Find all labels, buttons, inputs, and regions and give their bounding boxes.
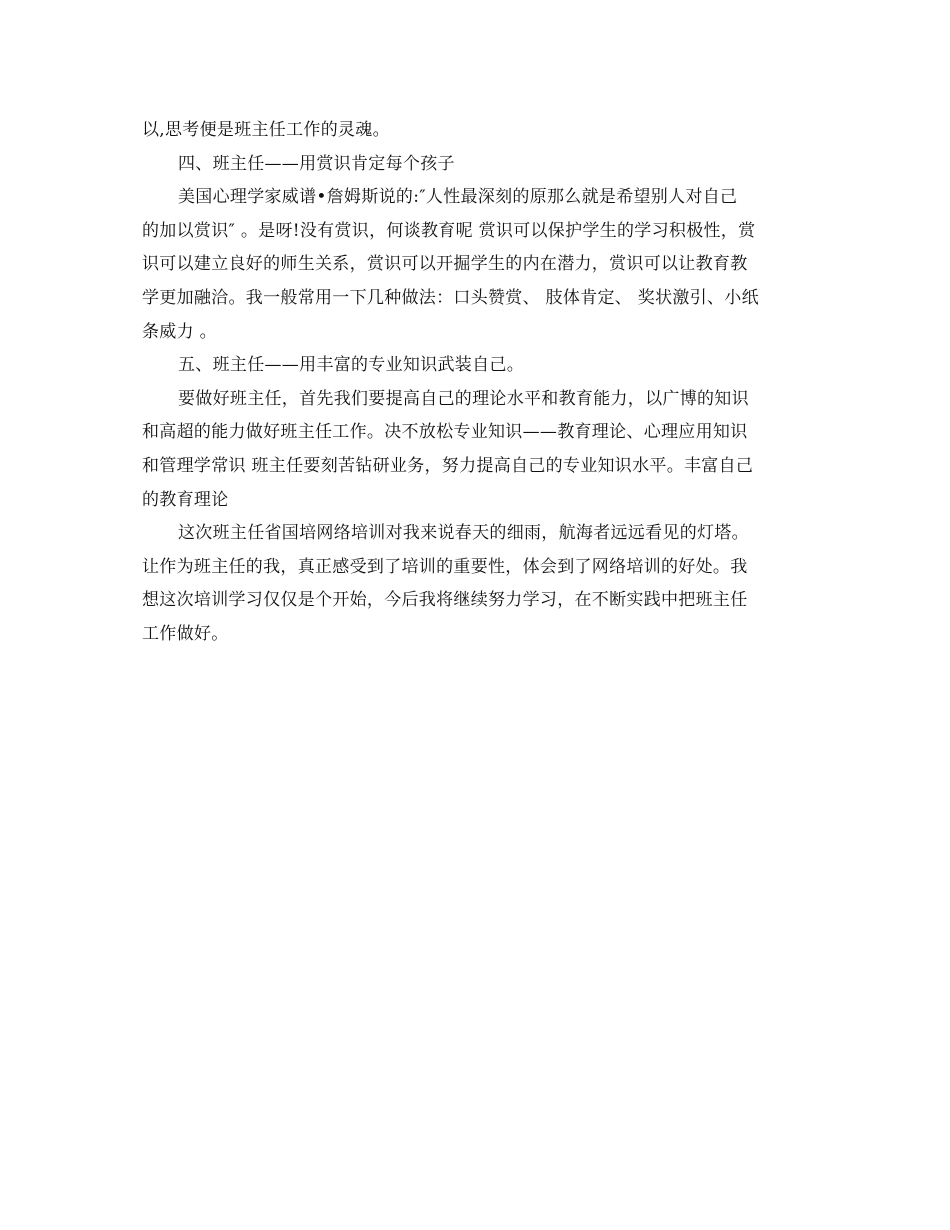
text-line: 美国心理学家威谱•詹姆斯说的:″人性最深刻的原那么就是希望别人对自己 — [178, 187, 738, 208]
text-line: 和高超的能力做好班主任工作。决不放松专业知识——教育理论、心理应用知识 — [142, 422, 748, 443]
text-line: 工作做好。 — [142, 623, 229, 644]
text-line: 的教育理论 — [142, 489, 229, 510]
text-line: 想这次培训学习仅仅是个开始，今后我将继续努力学习，在不断实践中把班主任 — [142, 590, 748, 611]
text-line: 的加以赏识″ 。是呀!没有赏识，何谈教育呢 赏识可以保护学生的学习积极性，赏 — [142, 220, 756, 241]
document-body — [142, 114, 808, 652]
text-line: 条威力 。 — [142, 321, 217, 342]
text-line: 让作为班主任的我，真正感受到了培训的重要性，体会到了网络培训的好处。我 — [142, 556, 748, 577]
text-line: 以,思考便是班主任工作的灵魂。 — [142, 120, 390, 140]
text-line: 学更加融洽。我一般常用一下几种做法：口头赞赏、 肢体肯定、 奖状激引、小纸 — [142, 287, 759, 308]
section-heading: 四、班主任——用赏识肯定每个孩子 — [178, 153, 455, 174]
text-line: 识可以建立良好的师生关系，赏识可以开掘学生的内在潜力，赏识可以让教育教 — [142, 254, 748, 275]
text-line: 这次班主任省国培网络培训对我来说春天的细雨，航海者远远看见的灯塔。 — [178, 523, 749, 544]
text-line: 和管理学常识 班主任要刻苦钻研业务，努力提高自己的专业知识水平。丰富自己 — [142, 455, 754, 476]
section-heading: 五、班主任——用丰富的专业知识武装自己。 — [178, 355, 524, 376]
text-line: 要做好班主任，首先我们要提高自己的理论水平和教育能力，以广博的知识 — [178, 388, 749, 409]
